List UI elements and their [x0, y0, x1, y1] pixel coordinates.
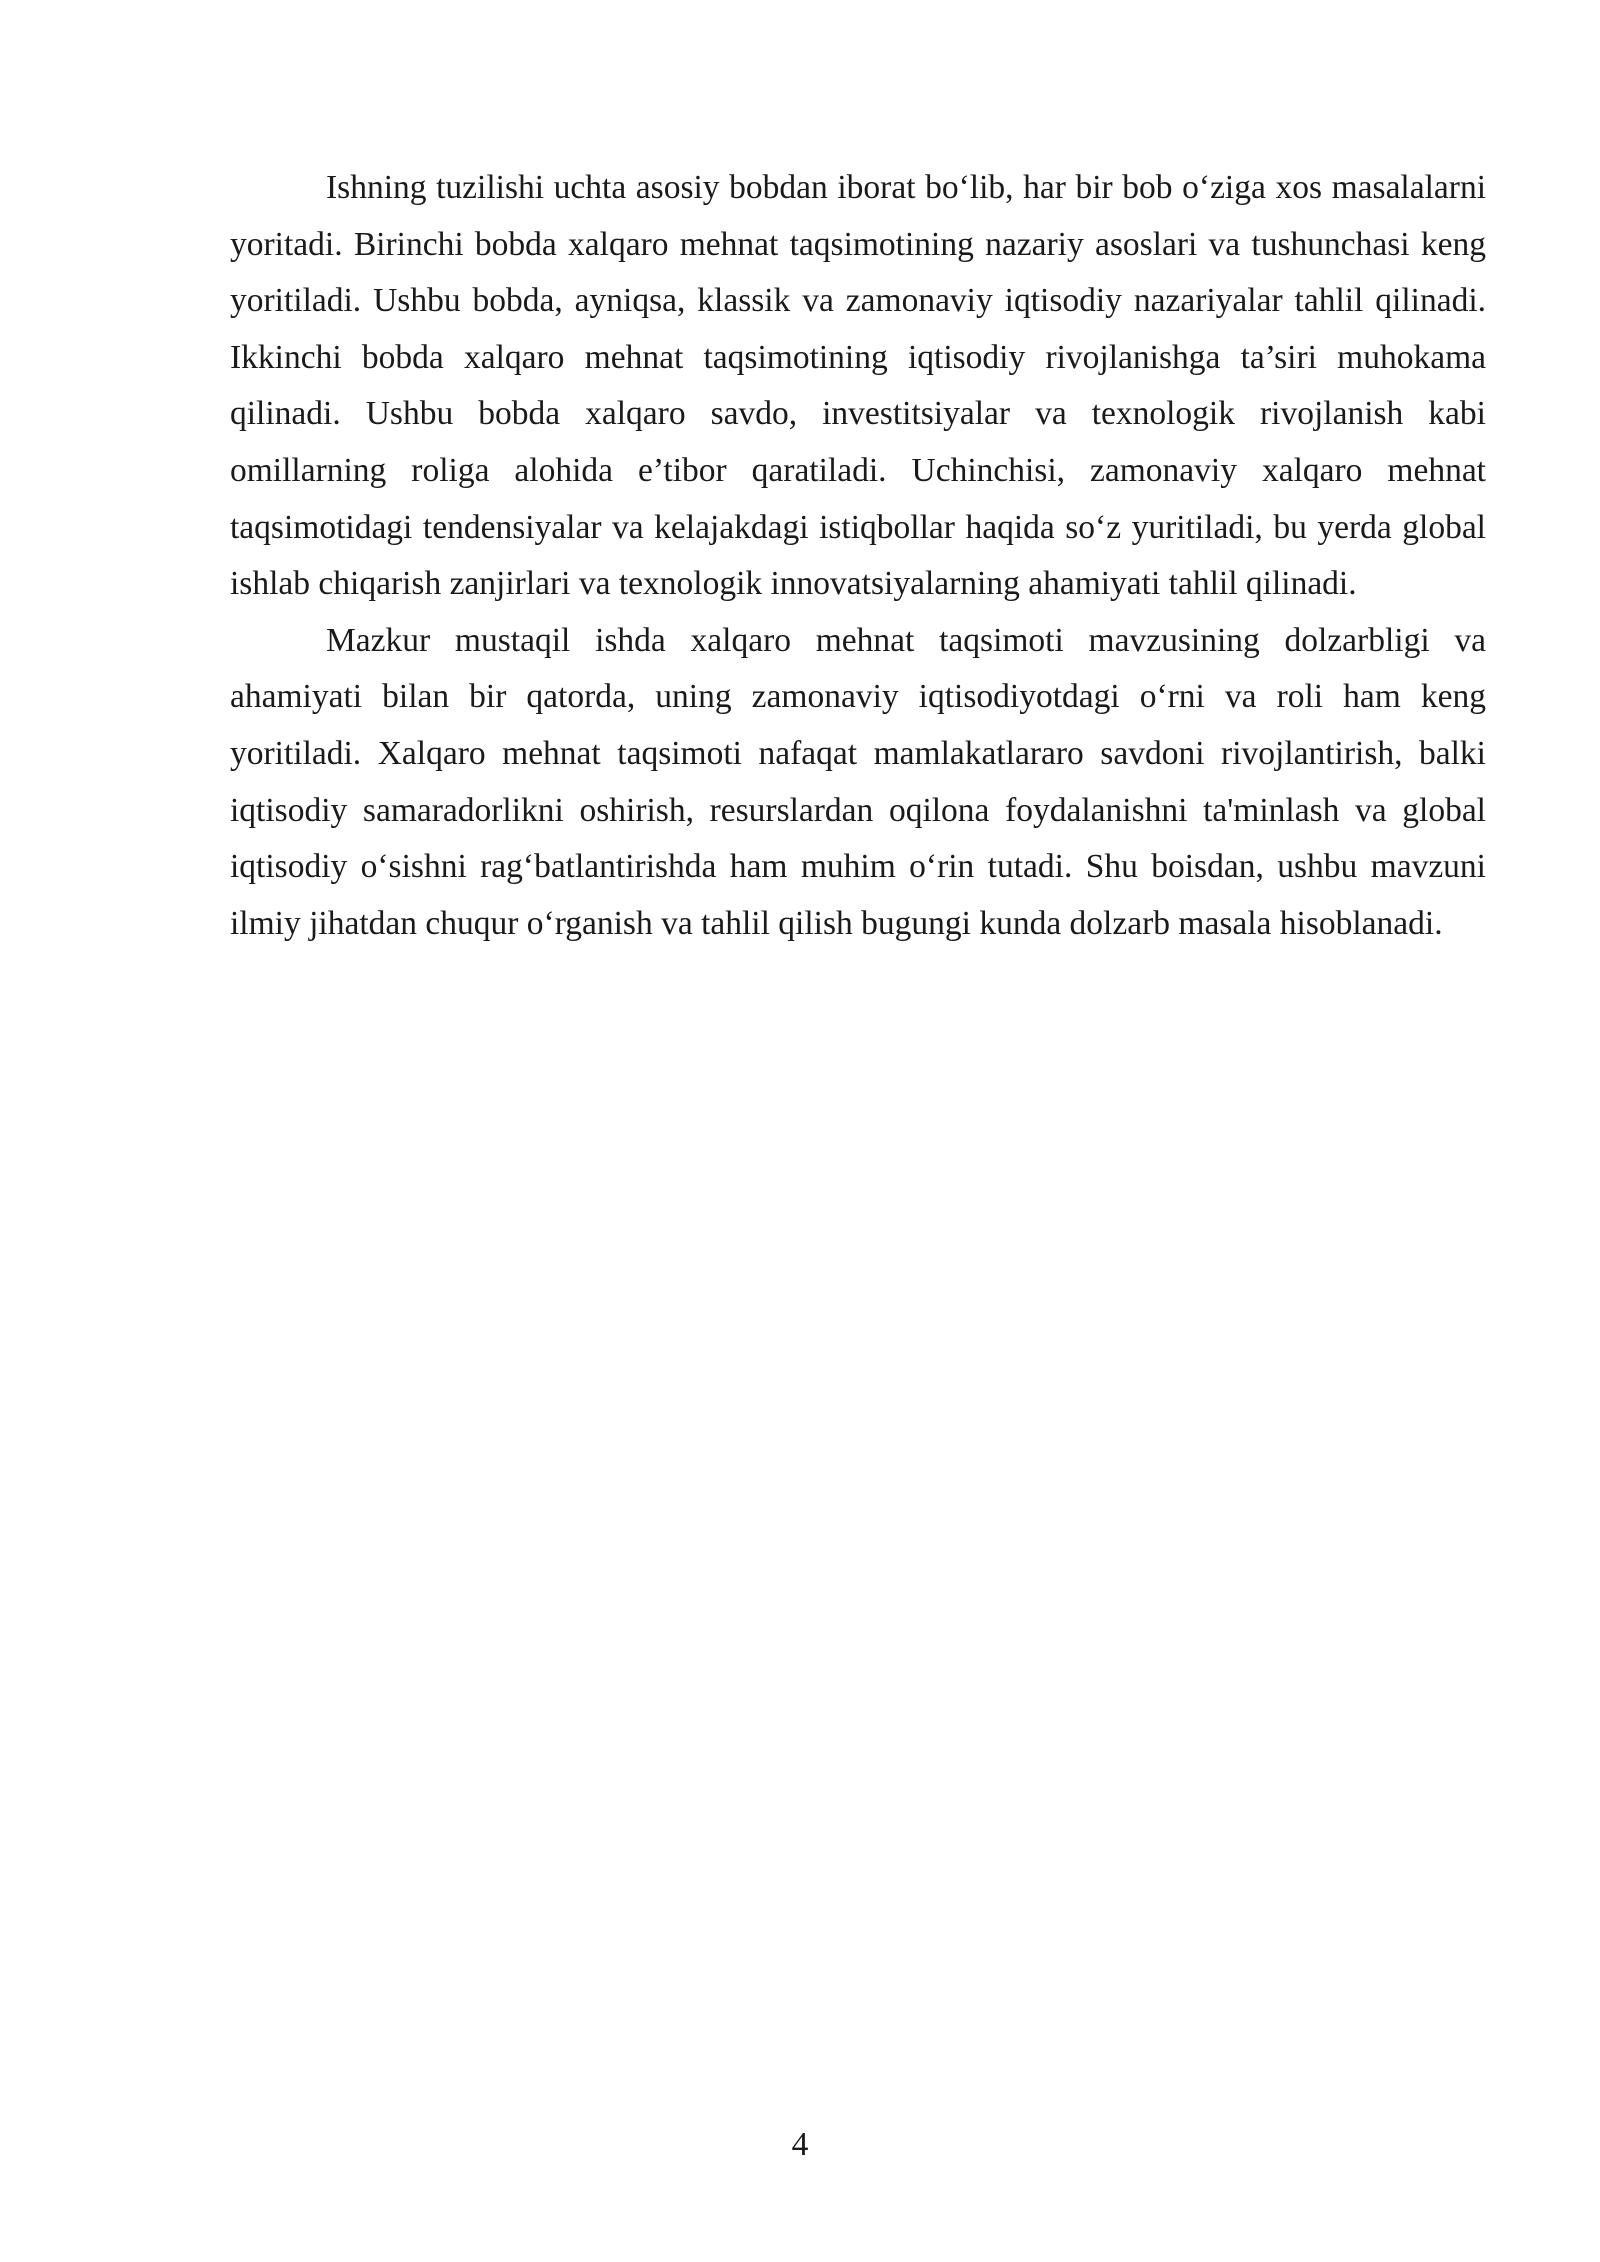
- paragraph-1: Ishning tuzilishi uchta asosiy bobdan iborat bo‘lib, har bir bob o‘ziga xos masalalarni yoritadi. Birinchi bobda xalqaro mehnat taqsimotining nazariy asoslari va tushunchasi keng yoritiladi. Ushbu bobda, ayniqsa, klassik va zamonaviy iqtisodiy nazariyalar tahlil qilinadi. Ikkinchi bobda xalqaro mehnat taqsimotining iqtisodiy rivojlanishga ta’siri muhokama qilinadi. Ushbu bobda xalqaro savdo, investitsiyalar va texnologik rivojlanish kabi omillarning roliga alohida e’tibor qaratiladi. Uchinchisi, zamonaviy xalqaro mehnat taqsimotidagi tendensiyalar va kelajakdagi istiqbollar haqida so‘z yuritiladi, bu yerda global ishlab chiqarish zanjirlari va texnologik innovatsiyalarning ahamiyati tahlil qilinadi.: [230, 169, 1486, 603]
- paragraph-2: Mazkur mustaqil ishda xalqaro mehnat taqsimoti mavzusining dolzarbligi va ahamiyati bilan bir qatorda, uning zamonaviy iqtisodiyotdagi o‘rni va roli ham keng yoritiladi. Xalqaro mehnat taqsimoti nafaqat mamlakatlararo savdoni rivojlantirish, balki iqtisodiy samaradorlikni oshirish, resurslardan oqilona foydalanishni ta'minlash va global iqtisodiy o‘sishni rag‘batlantirishda ham muhim o‘rin tutadi. Shu boisdan, ushbu mavzuni ilmiy jihatdan chuqur o‘rganish va tahlil qilish bugungi kunda dolzarb masala hisoblanadi.: [230, 621, 1486, 942]
- body-text: [230, 160, 1486, 952]
- page-number: 4: [791, 2126, 809, 2163]
